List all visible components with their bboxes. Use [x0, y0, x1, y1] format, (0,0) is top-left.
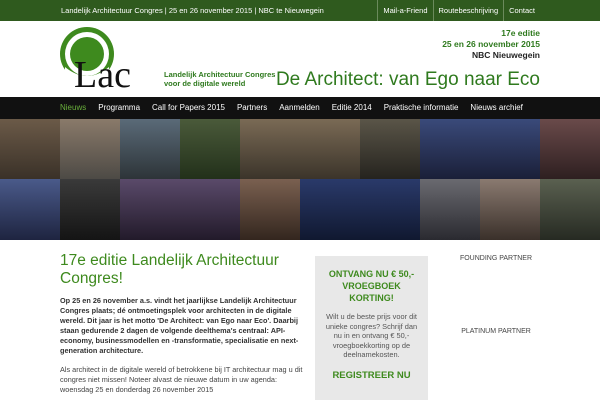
article-title: 17e editie Landelijk Architectuur Congres! [60, 252, 279, 287]
photo-tile [480, 179, 540, 240]
photo-tile [60, 179, 120, 240]
lac-logo[interactable] [60, 27, 160, 91]
nav-item-call-for-papers[interactable]: Call for Papers 2015 [152, 103, 225, 112]
nav-item-nieuws-archief[interactable]: Nieuws archief [470, 103, 523, 112]
article-body: Als architect in de digitale wereld of betrokkene bij IT architectuur mag u dit congres niet missen! Noteer alvast de nieuwe datum in uw agenda: woensdag 25 en donderdag 26 november 2015 [60, 365, 303, 394]
nav-item-programma[interactable]: Programma [98, 103, 141, 112]
early-bird-promo [315, 256, 428, 400]
photo-tile [300, 179, 420, 240]
photo-tile [420, 119, 540, 179]
photo-tile [120, 119, 180, 179]
photo-tile [240, 179, 300, 240]
founding-partner-label: FOUNDING PARTNER [459, 255, 533, 262]
edition-venue: NBC Nieuwegein [471, 50, 540, 60]
mail-a-friend-link[interactable]: Mail-a-Friend [377, 0, 432, 21]
main-article [60, 252, 310, 395]
photo-tile [540, 179, 600, 240]
article-intro: Op 25 en 26 november a.s. vindt het jaarlijkse Landelijk Architectuur Congres plaats; dé ontmoetingsplek voor architecten in de digitale wereld. Dit jaar is het motto 'De Architect: van Ego naar Eco'. Daarbij staan gedurende 2 dagen de volgende deelthema's centraal: API-economy, businessmodellen en -transformatie, specialisatie en next-generation architecture. [60, 296, 299, 355]
photo-tile [240, 119, 360, 179]
logo-line-2: voor de digitale wereld [164, 79, 246, 88]
logo-text [164, 70, 275, 88]
platinum-partner-label: PLATINUM PARTNER [461, 328, 531, 335]
contact-link[interactable]: Contact [503, 0, 540, 21]
nav-item-nieuws[interactable]: Nieuws [60, 103, 87, 112]
promo-title: ONTVANG NU € 50,- VROEGBOEK KORTING! [328, 269, 415, 303]
logo-letters: Lac [74, 54, 131, 91]
logo-line-1: Landelijk Architectuur Congres [164, 70, 276, 79]
nav-item-aanmelden[interactable]: Aanmelden [279, 103, 320, 112]
photo-tile [540, 119, 600, 179]
photo-collage [0, 119, 600, 240]
photo-tile [180, 119, 240, 179]
promo-text: Wilt u de beste prijs voor dit unieke congres? Schrijf dan nu in en ontvang € 50,- vroegboekkorting op de deelnamekosten. [325, 312, 418, 359]
tagline: De Architect: van Ego naar Eco [275, 69, 540, 90]
photo-tile [0, 119, 60, 179]
photo-tile [0, 179, 60, 240]
main-nav [0, 97, 600, 119]
top-links [377, 0, 540, 21]
edition-dates: 25 en 26 november 2015 [442, 39, 540, 49]
register-button[interactable]: REGISTREER NU [332, 369, 411, 381]
route-link[interactable]: Routebeschrijving [433, 0, 504, 21]
top-bar [0, 0, 600, 21]
nav-item-praktische-informatie[interactable]: Praktische informatie [383, 103, 459, 112]
photo-tile [420, 179, 480, 240]
header [0, 21, 600, 97]
photo-tile [360, 119, 420, 179]
photo-tile [120, 179, 240, 240]
edition-block [442, 28, 540, 61]
nav-item-editie-2014[interactable]: Editie 2014 [331, 103, 372, 112]
event-info: Landelijk Architectuur Congres | 25 en 26 november 2015 | NBC te Nieuwegein [61, 6, 324, 15]
photo-tile [60, 119, 120, 179]
edition-label: 17e editie [501, 28, 540, 38]
nav-item-partners[interactable]: Partners [236, 103, 268, 112]
